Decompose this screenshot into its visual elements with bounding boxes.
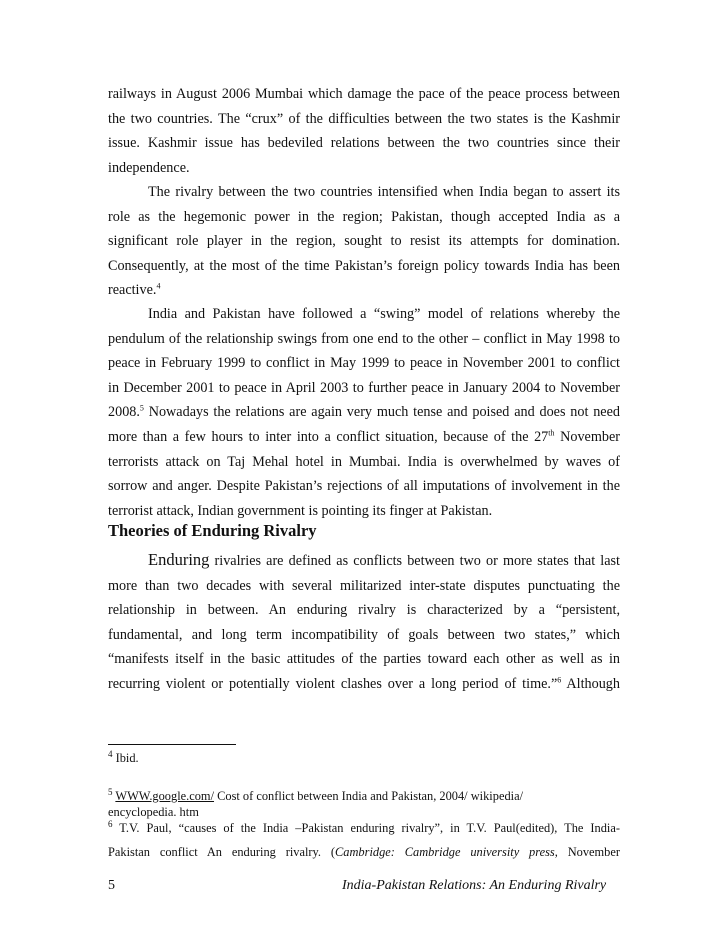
paragraph-rivalry (108, 180, 620, 303)
text-line (108, 816, 620, 840)
text-line: terrorist attack, Indian government is pointing its finger at Pakistan. (108, 502, 493, 519)
text-line: independence. (108, 159, 190, 176)
text-line (108, 278, 620, 303)
text-line: “manifests itself in the basic attitudes of the parties toward each other as well as in (108, 651, 620, 668)
footnote-6 (108, 816, 620, 864)
text-line: the two countries. The “crux” of the difficulties between the two states is the Kashmir (108, 110, 620, 127)
footnote-text: T.V. Paul, “causes of the India –Pakistan enduring rivalry”, in T.V. Paul(edited), The India- (112, 821, 620, 835)
footnote-reference: 5 (139, 403, 144, 413)
text-line (108, 400, 620, 425)
text-line: The rivalry between the two countries intensified when India began to assert its (148, 184, 620, 200)
paragraph-continuation (108, 82, 620, 180)
footnote-link[interactable]: WWW.google.com/ (115, 789, 215, 803)
footnote-text: Ibid. (112, 751, 139, 765)
footnote-4 (108, 748, 620, 766)
footnote-reference: 4 (156, 281, 161, 291)
text-line: sorrow and anger. Despite Pakistan’s rejections of all imputations of involvement in the (108, 478, 620, 495)
footnote-number: 6 (108, 818, 113, 829)
footnote-separator (108, 744, 236, 745)
footnote-text: Pakistan conflict An enduring rivalry. ( (108, 845, 336, 859)
text-line: role as the hegemonic power in the region; Pakistan, though accepted India as a (108, 208, 620, 225)
text-line (108, 672, 620, 697)
text-fragment: Although (561, 675, 620, 692)
text-line (108, 840, 620, 864)
text-fragment: November (554, 428, 620, 445)
text-fragment: Nowadays the relations are again very much tense and poised and does not need (143, 404, 620, 421)
text-line: Consequently, at the most of the time Pakistan’s foreign policy towards India has been (108, 257, 620, 274)
text-fragment: more than a few hours to inter into a conflict situation, because of the 27 (108, 428, 549, 445)
text-line: pendulum of the relationship swings from one end to the other – conflict in May 1998 to (108, 330, 620, 347)
text-line: peace in February 1999 to conflict in May 1999 to peace in November 2001 to conflict (108, 355, 620, 372)
text-line (108, 548, 620, 574)
footnote-text: encyclopedia. htm (108, 805, 199, 819)
text-line: significant role player in the region, sought to resist its attempts for domination. (108, 233, 620, 250)
footnote-text: , November (554, 845, 621, 859)
paragraph-swing-model (108, 302, 620, 523)
footnote-text: Cost of conflict between India and Pakistan, 2004/ wikipedia/ (214, 789, 524, 803)
page-number: 5 (108, 878, 115, 893)
text-line: issue. Kashmir issue has bedeviled relations between the two countries since their (108, 135, 620, 152)
ordinal-suffix: th (548, 428, 555, 438)
section-heading: Theories of Enduring Rivalry (108, 521, 317, 540)
text-line: India and Pakistan have followed a “swing” model of relations whereby the (148, 306, 620, 322)
text-line: fundamental, and long term incompatibility of goals between two states,” which (108, 626, 620, 643)
text-line: railways in August 2006 Mumbai which damage the pace of the peace process between (108, 86, 620, 102)
footnote-publisher: Cambridge: Cambridge university press (335, 845, 555, 859)
text-line: terrorists attack on Taj Mehal hotel in Mumbai. India is overwhelmed by waves of (108, 453, 620, 470)
text-fragment: rivalries are defined as conflicts between two or more states that last (209, 553, 620, 569)
paragraph-enduring-rivalry (108, 548, 620, 697)
text-fragment: reactive. (108, 282, 157, 299)
text-line: relationship in between. An enduring rivalry is characterized by a “persistent, (108, 602, 620, 619)
text-line: more than two decades with several militarized inter-state disputes punctuating the (108, 577, 620, 594)
text-fragment: 2008. (108, 404, 140, 421)
footnote-number: 4 (108, 748, 113, 759)
text-fragment: Enduring (148, 550, 210, 569)
footnote-number: 5 (108, 786, 113, 797)
text-line: in December 2001 to peace in April 2003 to further peace in January 2004 to November (108, 379, 620, 396)
footnote-reference: 6 (557, 675, 562, 685)
running-footer-title: India-Pakistan Relations: An Enduring Rivalry (342, 878, 607, 893)
text-line (108, 425, 620, 450)
text-fragment: recurring violent or potentially violent clashes over a long period of time.” (108, 675, 558, 692)
